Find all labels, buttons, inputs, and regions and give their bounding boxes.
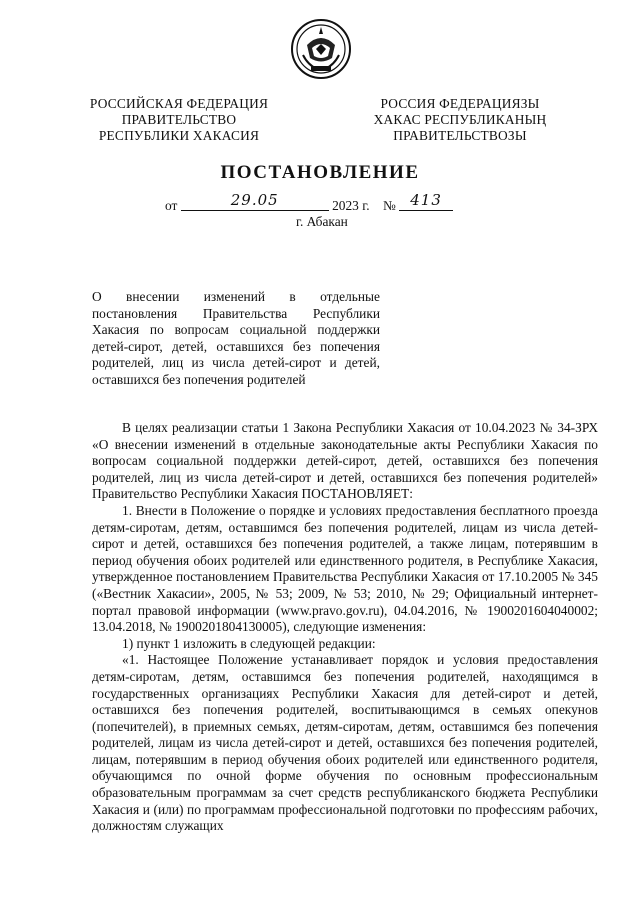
number-field xyxy=(399,191,453,211)
number-sign: № xyxy=(382,198,396,213)
header-right xyxy=(360,96,560,144)
coat-of-arms-emblem-icon xyxy=(290,18,352,80)
header-left-line3: РЕСПУБЛИКИ ХАКАСИЯ xyxy=(98,128,260,143)
date-line xyxy=(165,191,453,214)
header-right-line3: ПРАВИТЕЛЬСТВОЗЫ xyxy=(393,128,527,143)
paragraph: 1) пункт 1 изложить в следующей редакции: xyxy=(122,635,376,651)
document-title: ПОСТАНОВЛЕНИЕ xyxy=(220,162,420,183)
paragraph: 1. Внести в Положение о порядке и условиях предоставления бесплатного проезда детям-сиротам, детям, оставшимся без попечения родителей, лицам из числа детей-сирот и детей, оставшихся без попечения родителей, а также лицам, потерявшим в период обучения обоих родителей или единственного родителя, в Республике Хакасия, утвержденное постановлением Правительства Республики Хакасия от 17.10.2005 № 345 («Вестник Хакасии», 2005, № 53; 2009, № 53; 2010, № 29; Официальный интернет-портал правовой информации (www.pravo.gov.ru), 04.04.2016, № 1900201604040002; 13.04.2018, № 1900201804130005), следующие изменения: xyxy=(92,502,598,635)
date-year: 2023 г. xyxy=(332,198,370,213)
header-right-line1: РОССИЯ ФЕДЕРАЦИЯЗЫ xyxy=(380,96,540,111)
header-right-line2: ХАКАС РЕСПУБЛИКАНЫҢ xyxy=(373,112,547,127)
paragraph: «1. Настоящее Положение устанавливает порядок и условия предоставления детям-сиротам, детям, оставшимся без попечения родителей, находящимся в государственных организациях Республики Хакасия для детей-сирот и детей, оставшихся без попечения родителей, воспитывающимся в семьях опекунов (попечителей), в приемных семьях, детям-сиротам, детям, оставшимся без попечения родителей, лицам из числа детей-сирот и детей, оставшихся без попечения родителей, лицам, потерявшим в период обучения обоих родителей или единственного родителя, обучающимся по очной форме обучения по основным профессиональным образовательным программам за счет средств республиканского бюджета Республики Хакасия и (или) по программам профессиональной подготовки по профессиям рабочих, должностям служащих xyxy=(92,652,598,834)
header-left-line1: РОССИЙСКАЯ ФЕДЕРАЦИЯ xyxy=(89,96,269,111)
header-left xyxy=(79,96,279,144)
city: г. Абакан xyxy=(296,214,348,229)
date-handwritten: 29.05 xyxy=(230,191,279,209)
date-field xyxy=(181,191,329,211)
number-handwritten: 413 xyxy=(410,191,442,209)
document-subject: О внесении изменений в отдельные постановления Правительства Республики Хакасия по вопросам социальной поддержки детей-сирот, детей, оставшихся без попечения родителей, лиц из числа детей-сирот и детей, оставшихся без попечения родителей xyxy=(92,289,380,387)
header-left-line2: ПРАВИТЕЛЬСТВО xyxy=(121,112,237,127)
document-body xyxy=(92,420,598,835)
paragraph: В целях реализации статьи 1 Закона Республики Хакасия от 10.04.2023 № 34-ЗРХ «О внесении изменений в отдельные законодательные акты Республики Хакасия по вопросам социальной поддержки детей-сирот, детей, оставшихся без попечения родителей, лиц из числа детей-сирот и детей, оставшихся без попечения родителей» Правительство Республики Хакасия ПОСТАНОВЛЯЕТ: xyxy=(92,420,598,502)
date-prefix: от xyxy=(165,198,178,213)
